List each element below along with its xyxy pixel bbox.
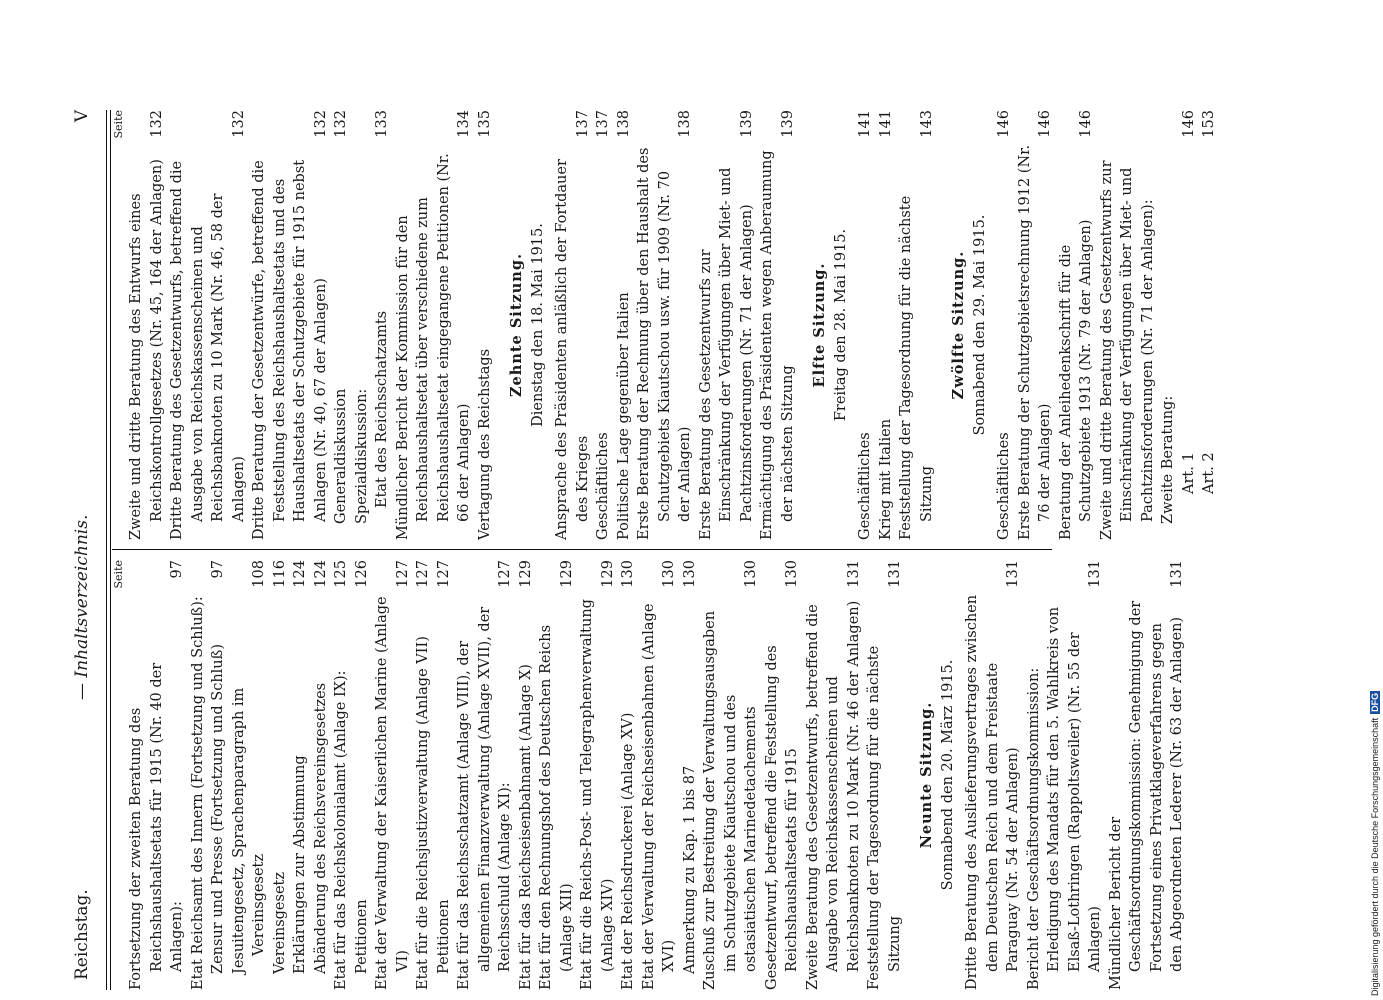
toc-entry (700, 560, 762, 990)
toc-entry (618, 560, 639, 990)
toc-entry (639, 560, 680, 990)
toc-entry-title: Dritte Beratung der Gesetzentwürfe, betreffend die Feststellung des Reichshaushaltsetats und des Haushaltsetats der Schutzgebiete für 1915 nebst Anlagen (Nr. 40, 67 der Anlagen) (251, 159, 329, 540)
session-heading: Zehnte Sitzung. (508, 252, 525, 398)
toc-entry-title: Vereinsgesetz (271, 871, 288, 974)
toc-entry-page: 131 (845, 560, 862, 588)
header-center: — Inhaltsverzeichnis. (72, 514, 92, 700)
toc-entry (994, 110, 1015, 540)
toc-entry-page: 127 (497, 560, 513, 588)
toc-entry (1158, 110, 1179, 540)
toc-entry-page: 138 (615, 110, 632, 138)
header-left: Reichstag. (72, 889, 92, 980)
toc-entry-title: Dritte Beratung des Auslieferungsvertrages zwischen dem Deutschen Reich und dem Freistaate Paraguay (Nr. 54 der Anlagen) (964, 594, 1021, 990)
seite-label: Seite (112, 110, 125, 139)
toc-entry-title: Dritte Beratung des Gesetzentwurfs, betreffend die Ausgabe von Reichskassenscheinen und Reichsbanknoten zu 10 Mark (Nr. 46, 58 der Anlagen) (169, 160, 247, 540)
toc-entry-title: Geschäftliches (595, 432, 611, 540)
toc-entry-page: 139 (779, 110, 796, 138)
toc-entry-title: Petitionen (435, 899, 452, 974)
toc-entry (126, 110, 167, 540)
toc-entry (614, 110, 635, 540)
toc-entry (1199, 110, 1220, 540)
toc-entry-page: 130 (681, 560, 698, 588)
toc-entry (311, 560, 332, 990)
toc-entry-title: Etat der Reichsdruckerei (Anlage XV) (620, 712, 636, 990)
toc-entry (552, 110, 593, 540)
toc-entry-page: 131 (1169, 560, 1185, 588)
toc-entry-page: 139 (738, 110, 755, 138)
toc-entry (1106, 560, 1188, 990)
toc-entry-page: 124 (312, 560, 329, 588)
toc-entry (393, 110, 475, 540)
toc-entry (634, 110, 696, 540)
digitization-note (1370, 691, 1380, 996)
toc-entry-title: Zuschuß zur Bestreitung der Verwaltungsausgaben im Schutzgebiete Kiautschou und des ostasiatischen Marinedetachements (702, 610, 759, 990)
toc-entry-page: 131 (886, 560, 903, 588)
toc-entry-title: Fortsetzung der zweiten Beratung des Reichshaushaltsetats für 1915 (Nr. 40 der Anlagen): (128, 662, 185, 990)
toc-entry-page: 127 (394, 560, 411, 588)
toc-entry-title: Art. 1 (1180, 452, 1197, 494)
toc-entry-page: 97 (210, 560, 226, 579)
toc-entry-page: 116 (271, 560, 288, 588)
toc-entry-title: Zweite Beratung des Gesetzentwurfs, betreffend die Ausgabe von Reichskassenscheinen und Reichsbanknoten zu 10 Mark (Nr. 46 der Anlagen) (804, 600, 862, 990)
toc-entry (962, 560, 1024, 990)
toc-entry-page: 124 (292, 560, 308, 588)
toc-entry (593, 110, 614, 540)
toc-entry (167, 110, 249, 540)
toc-entry-title: Mündlicher Bericht der Kommission für den Reichshaushaltsetat über verschiedene zum Reichshaushaltsetat eingegangene Petitionen (Nr. 66 der Anlagen) (394, 153, 472, 540)
toc-entry-page: 137 (595, 110, 611, 138)
toc-entry-page: 153 (1201, 110, 1217, 138)
left-column (112, 560, 1188, 990)
toc-entry-title: Gesetzentwurf, betreffend die Feststellung des Reichshaushaltsetats für 1915 (763, 645, 800, 990)
toc-entry-page: 132 (148, 110, 165, 138)
toc-entry (188, 560, 209, 990)
right-column (112, 110, 1220, 540)
toc-entry-title: Erste Beratung der Rechnung über den Haushalt des Schutzgebiets Kiautschou usw. für 1909 (Nr. 70 der Anlagen) (636, 147, 693, 540)
toc-entry-title: Ansprache des Präsidenten anläßlich der Fortdauer des Krieges (554, 159, 591, 540)
toc-entry (516, 560, 537, 990)
toc-page (62, 30, 1302, 990)
toc-entry-page: 141 (877, 110, 894, 138)
toc-entry-page: 130 (784, 560, 800, 588)
page-header (72, 110, 106, 990)
session-date: Dienstag den 18. Mai 1915. (529, 223, 546, 427)
toc-entry-title: Bericht der Geschäftsordnungskommission: Erledigung des Mandats für den 5. Wahlkreis von Elsaß-Lothringen (Rappoltsweiler) (Nr. 55 der Anlagen) (1025, 606, 1103, 990)
toc-entry-title: Generaldiskussion (333, 388, 349, 524)
toc-entry-page: 108 (251, 560, 267, 588)
toc-entry-page: 129 (517, 560, 534, 588)
toc-entry-title: Geschäftliches (996, 432, 1012, 540)
toc-entry (434, 560, 455, 990)
toc-entry-page: 127 (435, 560, 452, 588)
toc-entry (577, 560, 618, 990)
toc-entry-page: 130 (661, 560, 677, 588)
toc-entry-title: Geschäftliches (857, 432, 873, 540)
toc-entry (413, 560, 434, 990)
toc-entry-title: Etat Reichsamt des Innern (Fortsetzung und Schluß): (189, 596, 206, 990)
toc-entry (352, 110, 373, 540)
toc-entry (331, 110, 352, 540)
toc-entry-title: Etat für den Rechnungshof des Deutschen Reichs (Anlage XII) (538, 624, 575, 990)
toc-entry-title: Etat für das Reichsschatzamt (Anlage VIII), der allgemeinen Finanzverwaltung (Anlage XVII), der Reichsschuld (Anlage XI): (456, 606, 513, 990)
toc-entry-title: Feststellung der Tagesordnung für die nächste Sitzung (866, 645, 903, 990)
toc-entry (896, 110, 937, 540)
toc-entry-title: Erste Beratung der Schutzgebietsrechnung 1912 (Nr. 76 der Anlagen) (1016, 144, 1053, 540)
toc-entry-title: Zweite und dritte Beratung des Gesetzentwurfs zur Einschränkung der Verfügungen über Miet- und Pachtzinsforderungen (Nr. 71 der Anlagen): (1098, 160, 1156, 540)
toc-entry-page: 134 (456, 110, 472, 138)
toc-entry (352, 560, 373, 990)
toc-entry-page: 132 (312, 110, 329, 138)
toc-entry-page: 133 (374, 110, 390, 138)
toc-entry-title: Spezialdiskussion: (353, 388, 370, 524)
session-heading: Elfte Sitzung. (811, 262, 828, 388)
session-heading: Neunte Sitzung. (918, 701, 935, 849)
toc-entry-page: 130 (620, 560, 636, 588)
toc-entry-title: Art. 2 (1201, 452, 1217, 494)
toc-entry (855, 110, 876, 540)
toc-entry (864, 560, 905, 990)
header-rule (106, 110, 111, 990)
toc-entry (454, 560, 516, 990)
toc-entry-title: Etat des Reichsschatzamts (374, 310, 390, 508)
toc-entry (876, 110, 897, 540)
toc-entry (475, 110, 496, 540)
toc-entry (1024, 560, 1106, 990)
toc-entry-title: Beratung der Anleihedenkschrift für die Schutzgebiete 1913 (Nr. 79 der Anlagen) (1057, 219, 1094, 540)
toc-entry-page: 97 (169, 560, 185, 579)
toc-entry-title: Etat für das Reichskolonialamt (Anlage IX): (333, 670, 349, 990)
toc-entry (803, 560, 865, 990)
toc-entry-page: 132 (230, 110, 247, 138)
toc-entry (1056, 110, 1097, 540)
toc-entry-page: 127 (415, 560, 431, 588)
toc-entry-title: Mündlicher Bericht der Geschäftsordnungskommission: Genehmigung der Fortsetzung eines Privatklageverfahrens gegen den Abgeordneten Lederer (Nr. 63 der Anlagen) (1107, 600, 1185, 990)
toc-entry-title: Etat für die Reichsjustizverwaltung (Anlage VII) (415, 636, 431, 990)
toc-entry (270, 560, 291, 990)
toc-entry-page: 132 (333, 110, 349, 138)
toc-entry-title: Etat für das Reichseisenbahnamt (Anlage X) (517, 664, 534, 990)
toc-entry-page: 143 (918, 110, 935, 138)
toc-entry (762, 560, 803, 990)
toc-entry-page: 146 (1037, 110, 1053, 138)
toc-entry-page: 137 (574, 110, 591, 138)
toc-entry (372, 560, 413, 990)
toc-entry-title: Feststellung der Tagesordnung für die nächste Sitzung (898, 195, 935, 540)
toc-entry-title: Anmerkung zu Kap. 1 bis 87 (681, 765, 698, 974)
session-heading: Zwölfte Sitzung. (950, 250, 967, 400)
digitization-text: Digitalisierung gefördert durch die Deutsche Forschungsgemeinschaft (1370, 717, 1380, 996)
toc-entry-title: Erste Beratung des Gesetzentwurfs zur Einschränkung der Verfügungen über Miet- und Pachtzinsforderungen (Nr. 71 der Anlagen) (697, 167, 755, 540)
toc-entry (126, 560, 188, 990)
toc-entry-page: 146 (996, 110, 1012, 138)
toc-entry (331, 560, 352, 990)
toc-entry (229, 560, 270, 990)
toc-entry-page: 130 (743, 560, 759, 588)
toc-entry-title: Krieg mit Italien (877, 418, 894, 540)
toc-entry-title: Etat der Verwaltung der Reichseisenbahnen (Anlage XVI) (640, 603, 677, 990)
toc-entry (1015, 110, 1056, 540)
toc-entry-page: 126 (353, 560, 370, 588)
toc-entry-title: Abänderung des Reichsvereinsgesetzes (312, 682, 329, 974)
toc-entry-page: 146 (1078, 110, 1094, 138)
toc-entry-title: Petitionen (353, 899, 370, 974)
toc-entry-page: 131 (1005, 560, 1021, 588)
toc-entry-page: 125 (333, 560, 349, 588)
toc-entry (249, 110, 331, 540)
toc-entry (290, 560, 311, 990)
toc-entry (696, 110, 758, 540)
toc-entry-page: 129 (599, 560, 616, 588)
toc-entry-title: Zensur und Presse (Fortsetzung und Schluß) (210, 644, 226, 974)
toc-entry (757, 110, 798, 540)
seite-label: Seite (112, 560, 125, 589)
toc-entry-page: 131 (1087, 560, 1103, 588)
toc-entry (680, 560, 701, 990)
toc-entry-page: 138 (677, 110, 693, 138)
toc-entry (1179, 110, 1200, 540)
toc-entry-title: Jesuitengesetz, Sprachenparagraph im Vereinsgesetz (230, 687, 267, 974)
toc-entry-page: 129 (558, 560, 575, 588)
toc-entry (208, 560, 229, 990)
toc-entry-title: Etat der Verwaltung der Kaiserlichen Marine (Anlage VI) (374, 596, 411, 990)
session-date: Sonnabend den 20. März 1915. (939, 659, 956, 891)
toc-entry-title: Erklärungen zur Abstimmung (292, 755, 308, 974)
column-divider (112, 549, 1052, 550)
toc-entry (372, 110, 393, 540)
toc-entry-title: Vertagung des Reichstags (476, 348, 493, 540)
toc-entry-title: Politische Lage gegenüber Italien (615, 292, 632, 540)
toc-entry-title: Ermächtigung des Präsidenten wegen Anberaumung der nächsten Sitzung (759, 150, 796, 540)
toc-entry-page: 146 (1180, 110, 1197, 138)
toc-entry-title: Zweite Beratung: (1160, 395, 1176, 524)
header-page-number: V (72, 110, 92, 123)
toc-entry-page: 135 (476, 110, 493, 138)
toc-entry-title: Zweite und dritte Beratung des Entwurfs eines Reichskontrollgesetzes (Nr. 45, 164 der Anlagen) (128, 159, 165, 540)
session-date: Sonnabend den 29. Mai 1915. (971, 214, 988, 436)
toc-entry-title: Etat für die Reichs-Post- und Telegraphenverwaltung (Anlage XIV) (579, 599, 616, 990)
toc-entry-page: 141 (857, 110, 873, 138)
toc-entry (536, 560, 577, 990)
dfg-logo: DFG (1370, 692, 1380, 712)
toc-entry (1097, 110, 1159, 540)
session-date: Freitag den 28. Mai 1915. (832, 228, 849, 422)
